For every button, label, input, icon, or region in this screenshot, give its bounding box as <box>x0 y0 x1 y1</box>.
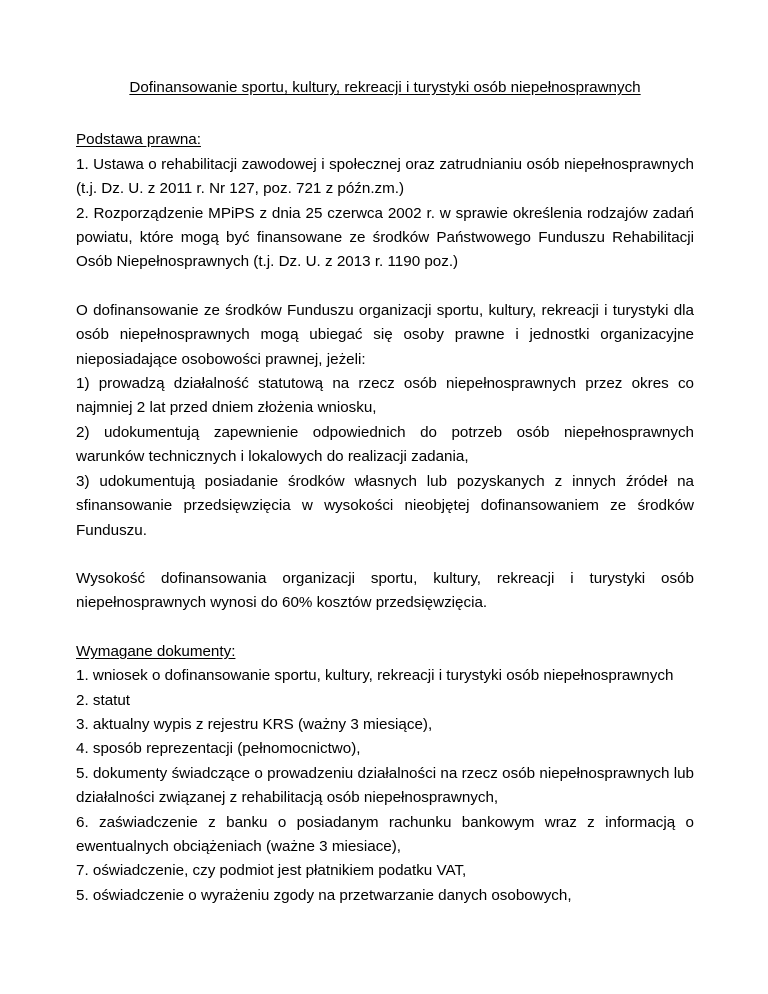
document-list-item: 4. sposób reprezentacji (pełnomocnictwo), <box>76 740 361 758</box>
document-list-item: 5. oświadczenie o wyrażeniu zgody na przetwarzanie danych osobowych, <box>76 886 572 904</box>
document-list-item: 6. zaświadczenie z banku o posiadanym rachunku bankowym wraz z informacją o ewentualnych obciążeniach (ważne 3 miesiace), <box>76 813 694 855</box>
eligibility-section <box>76 299 694 543</box>
document-page <box>76 76 694 908</box>
spacer <box>76 275 694 299</box>
document-list-item: 5. dokumenty świadczące o prowadzeniu działalności na rzecz osób niepełnosprawnych lub działalności związanej z rehabilitacją osób niepełnosprawnych, <box>76 764 694 807</box>
legal-basis-section <box>76 128 694 274</box>
document-list-item: 3. aktualny wypis z rejestru KRS (ważny 3 miesiące), <box>76 715 433 733</box>
page-title: Dofinansowanie sportu, kultury, rekreacji i turystyki osób niepełnosprawnych <box>129 79 641 96</box>
spacer <box>76 616 694 640</box>
funding-level-paragraph: Wysokość dofinansowania organizacji sportu, kultury, rekreacji i turystyki osób niepełnosprawnych wynosi do 60% kosztów przedsięwzięcia. <box>76 569 694 612</box>
legal-basis-item: 2. Rozporządzenie MPiPS z dnia 25 czerwca 2002 r. w sprawie określenia rodzajów zadań powiatu, które mogą być finansowane ze środków Państwowego Funduszu Rehabilitacji Osób Niepełnosprawnych (t.j. Dz. U. z 2013 r. 1190 poz.) <box>76 204 694 271</box>
required-documents-section <box>76 640 694 908</box>
document-list-item: 1. wniosek o dofinansowanie sportu, kultury, rekreacji i turystyki osób niepełnosprawnych <box>76 667 674 685</box>
eligibility-intro: O dofinansowanie ze środków Funduszu organizacji sportu, kultury, rekreacji i turystyki dla osób niepełnosprawnych mogą ubiegać się osoby prawne i jednostki organizacyjne nieposiadające osobowości prawnej, jeżeli: <box>76 301 694 368</box>
eligibility-condition: 1) prowadzą działalność statutową na rzecz osób niepełnosprawnych przez okres co najmniej 2 lat przed dniem złożenia wniosku, <box>76 375 694 417</box>
eligibility-condition: 2) udokumentują zapewnienie odpowiednich do potrzeb osób niepełnosprawnych warunków technicznych i lokalowych do realizacji zadania, <box>76 423 694 466</box>
legal-basis-item: 1. Ustawa o rehabilitacji zawodowej i społecznej oraz zatrudnianiu osób niepełnosprawnych (t.j. Dz. U. z 2011 r. Nr 127, poz. 721 z późn.zm.) <box>76 155 694 198</box>
document-list-item: 2. statut <box>76 691 131 709</box>
legal-basis-heading: Podstawa prawna: <box>76 131 201 149</box>
spacer <box>76 543 694 567</box>
required-documents-heading: Wymagane dokumenty: <box>76 642 236 660</box>
document-list-item: 7. oświadczenie, czy podmiot jest płatnikiem podatku VAT, <box>76 862 467 880</box>
eligibility-condition: 3) udokumentują posiadanie środków własnych lub pozyskanych z innych źródeł na sfinansowanie przedsięwzięcia w wysokości nieobjętej dofinansowaniem ze środków Funduszu. <box>76 472 694 539</box>
